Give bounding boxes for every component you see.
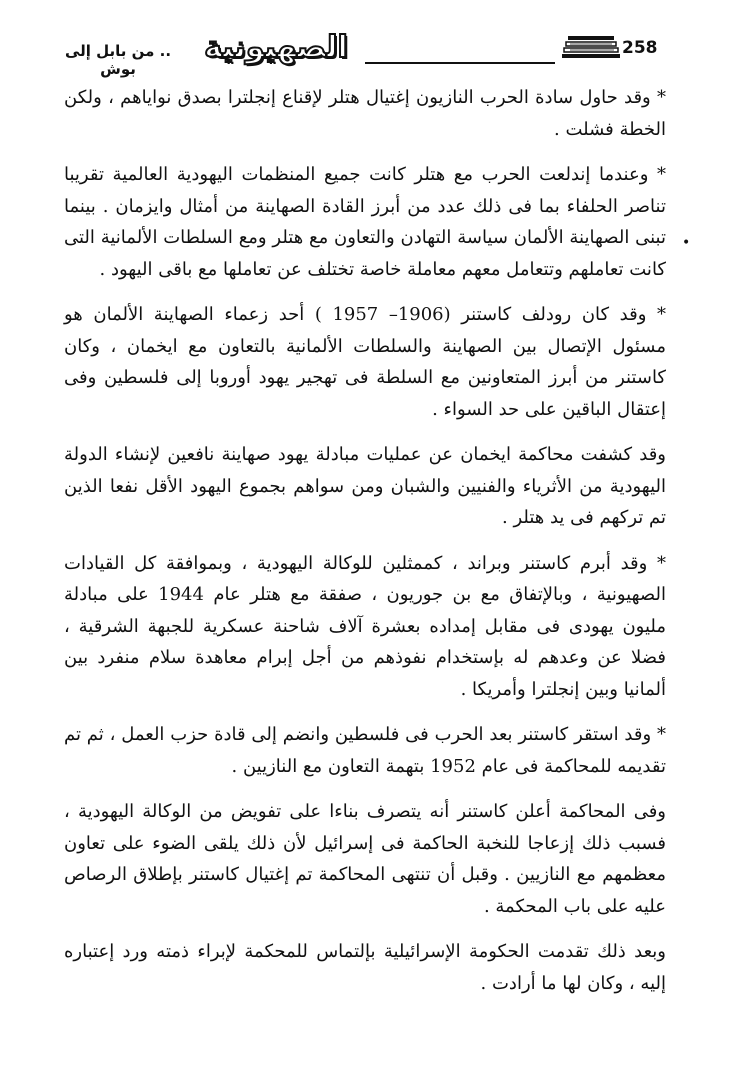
page-number: 258 — [622, 38, 658, 58]
margin-dot: • — [682, 235, 691, 251]
header-rule — [365, 62, 555, 64]
page-header — [0, 0, 736, 80]
paragraph: وقد كشفت محاكمة ايخمان عن عمليات مبادلة يهود صهاينة نافعين لإنشاء الدولة اليهودية من الأثرياء والفنيين والشبان ومن سواهم بجموع اليهود الأقل نفعا الذين تم تركهم فى يد هتلر . — [64, 444, 666, 528]
book-title: الصهيونية — [204, 30, 348, 65]
book-stack-icon — [560, 34, 622, 60]
page-body — [64, 82, 666, 1013]
paragraph: * وقد كان رودلف كاستنر (1906– 1957 ) أحد زعماء الصهاينة الألمان هو مسئول الإتصال بين الصهاينة والسلطات الألمانية بالتعاون مع ايخمان ، وكان كاستنر من أبرز المتعاونين مع السلطة فى تهجير يهود أوروبا إلى فلسطين وفى إعتقال الباقين على حد السواء . — [64, 304, 666, 420]
paragraph: * وقد أبرم كاستنر وبراند ، كممثلين للوكالة اليهودية ، وبموافقة كل القيادات الصهيونية ، وبالإتفاق مع بن جوريون ، صفقة مع هتلر عام 1944 على مبادلة مليون يهودى فى مقابل إمداده بعشرة آلاف شاحنة عسكرية للجبهة الشرقية ، فضلا عن وعدهم له بإستخدام نفوذهم من أجل إبرام معاهدة سلام منفرد بين ألمانيا وبين إنجلترا وأمريكا . — [64, 552, 667, 700]
paragraph: وبعد ذلك تقدمت الحكومة الإسرائيلية بإلتماس للمحكمة لإبراء ذمته ورد إعتباره إليه ، وكان لها ما أرادت . — [64, 941, 666, 994]
book-subtitle: .. من بابل إلى بوش — [64, 42, 172, 78]
paragraph: * وقد حاول سادة الحرب النازيون إغتيال هتلر لإقناع إنجلترا بصدق نواياهم ، ولكن الخطة فشلت . — [64, 87, 666, 140]
paragraph: * وعندما إندلعت الحرب مع هتلر كانت جميع المنظمات اليهودية العالمية تقريبا تناصر الحلفاء بما فى ذلك عدد من أبرز القادة الصهاينة من أمثال وايزمان . بينما تبنى الصهاينة الألمان سياسة التهادن والتعاون مع هتلر ومع السلطات الألمانية التى كانت تعاملهم وتتعامل معهم معاملة خاصة تختلف عن تعاملها مع باقى اليهود . — [64, 164, 666, 280]
paragraph: * وقد استقر كاستنر بعد الحرب فى فلسطين وانضم إلى قادة حزب العمل ، ثم تم تقديمه للمحاكمة فى عام 1952 بتهمة التعاون مع النازيين . — [64, 724, 666, 777]
paragraph: وفى المحاكمة أعلن كاستنر أنه يتصرف بناءا على تفويض من الوكالة اليهودية ، فسبب ذلك إزعاجا للنخبة الحاكمة فى إسرائيل لأن ذلك يلقى الضوء على تعاون معظمهم مع النازيين . وقبل أن تنتهى المحاكمة تم إغتيال كاستنر بإطلاق الرصاص عليه على باب المحكمة . — [64, 801, 666, 917]
